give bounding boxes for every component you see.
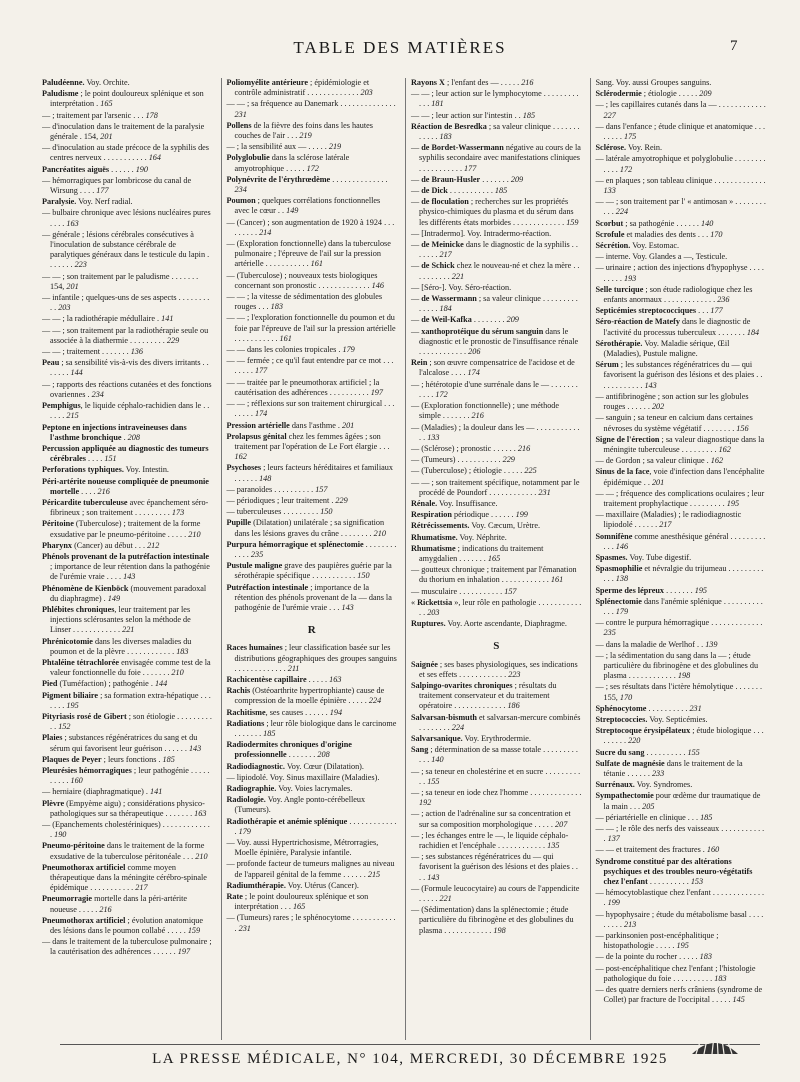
index-entry: — hémocytoblastique chez l'enfant . . . . . . . . . . . . . . 199 (595, 888, 765, 908)
index-entry: — en plaques ; son tableau clinique . . . . . . . . . . . . . 133 (595, 175, 766, 196)
index-entry: Poliomyélite antérieure ; épidémiologie et contrôle administratif . . . . . . . . . . . . . 203 (226, 78, 373, 98)
index-entry: Pollens de la fièvre des foins dans les hautes couches de l'air . . . 219 (226, 120, 373, 141)
index-entry: Sulfate de magnésie dans le traitement de la tétanie . . . . . . 233 (595, 758, 743, 778)
index-entry: « Rickettsia », leur rôle en pathologie . . . . . . . . . . . . . 203 (411, 597, 582, 617)
index-entry: — ; sa teneur en iode chez l'homme . . . . . . . . . . . . . 192 (411, 788, 582, 808)
index-entry: Percussion appliquée au diagnostic des tumeurs cérébrales . . . . 151 (42, 443, 209, 464)
index-entry: Signe de l'érection ; sa valeur diagnostique dans la méningite tuberculeuse . . . . . . . . . 162 (595, 434, 765, 454)
index-entry: — — ; son traitement spécifique, notamment par le procédé de Poundorf . . . . . . . . . . . . 231 (411, 477, 580, 497)
index-entry: — de Wassermann ; sa valeur clinique . . . . . . . . . . . . . . 184 (411, 294, 578, 314)
index-entry: — — ; fréquence des complications oculaires ; leur traitement prophylactique . . . . . . . . . 195 (595, 488, 765, 508)
index-entry: Purpura hémorragique et splénectomie . . . . . . . . . . . . 235 (226, 539, 397, 559)
index-entry: — ; traitement par l'arsenic . . . 178 (42, 110, 158, 120)
index-entry: Peau ; sa sensibilité vis-à-vis des divers irritants . . . . . . . 144 (42, 358, 209, 378)
index-entry: Péricardite tuberculeuse avec épanchement séro-fibrineux ; son traitement . . . . . . . . . 173 (42, 497, 209, 518)
index-entry: — — fermée ; ce qu'il faut entendre par ce mot . . . . . . . . 177 (226, 356, 394, 376)
index-entry: — de floculation ; recherches sur les propriétés physico-chimiques du plasma et du sérum dans les différents états morbides . . . . . . . . . . . . . 159 (411, 197, 579, 227)
index-entry: — (Epanchements cholestériniques) . . . . . . . . . . . . . 190 (42, 820, 210, 840)
index-columns (42, 78, 766, 1040)
index-entry: Salvarsan-bismuth et salvarsan-mercure combinés . . . . . . . . 224 (411, 712, 581, 732)
index-entry: — (Formule leucocytaire) au cours de l'appendicite . . . . . 221 (411, 883, 580, 904)
index-entry: Sperme des lépreux . . . . . . . 195 (595, 585, 708, 595)
publisher-logo-icon (690, 1032, 740, 1056)
index-entry: Putréfaction intestinale ; importance de la rétention des phénols provenant de la — dans la pathogénie de l'urémie vraie . . . 143 (226, 582, 392, 612)
index-entry: — (Tuberculose) ; étiologie . . . . . 225 (411, 466, 537, 476)
index-entry: Polyglobulie dans la sclérose latérale amyotrophique . . . . . 172 (226, 153, 350, 173)
index-entry: Perforations typhiques. Voy. Intestin. (42, 465, 169, 475)
index-entry: — de Weil-Kafka . . . . . . . . 209 (411, 315, 519, 325)
index-column-3 (405, 78, 582, 1040)
index-entry: Septicémies streptococciques . . . 177 (595, 306, 723, 316)
index-entry: Paralysie. Voy. Nerf radial. (42, 197, 133, 207)
index-entry: Psychoses ; leurs facteurs héréditaires et familiaux . . . . . . 148 (226, 463, 393, 483)
index-entry: — ; les capillaires cutanés dans la — . . . . . . . . . . . . 227 (595, 100, 766, 120)
index-entry: — lipiodolé. Voy. Sinus maxillaire (Maladies). (226, 772, 380, 782)
index-entry: Radiumthérapie. Voy. Utérus (Cancer). (226, 880, 359, 890)
index-entry: — hypophysaire ; étude du métabolisme basal . . . . . . . . . 213 (595, 909, 764, 929)
index-entry: Phrénicotomie dans les diverses maladies du poumon et de la plèvre . . . . . . . . . . . . 183 (42, 636, 192, 656)
index-entry: — — ; son traitement par la radiothérapie seule ou associée à la diathermie . . . . . . . . . 229 (42, 325, 209, 345)
index-entry: — des quatre derniers nerfs crâniens (syndrome de Collet) par fracture de l'occipital . . . . . 145 (595, 985, 763, 1005)
index-entry: Paludéenne. Voy. Orchite. (42, 78, 130, 87)
index-entry: — antifibrinogène ; son action sur les globules rouges . . . . . . 202 (595, 391, 749, 412)
index-entry: Salpingo-ovarites chroniques ; résultats du traitement conservateur et du traitement opératoire . . . . . . . . . . . . . 186 (411, 680, 557, 711)
index-entry: Phénols provenant de la putréfaction intestinale ; importance de leur rétention dans la pathogénie de l'urémie vraie . . . . 143 (42, 551, 210, 582)
index-entry: — d'inoculation dans le traitement de la paralysie générale . 154, 201 (42, 121, 205, 142)
index-entry: — profonde facteur de tumeurs malignes au niveau de l'appareil génital de la femme . . . . . . 215 (226, 859, 395, 879)
index-entry: Rachis (Ostéoarthrite hypertrophiante) cause de compression de la moelle épinière . . . . . 224 (226, 686, 385, 706)
index-entry: Pneumothorax artificiel ; évolution anatomique des lésions dans le poumon collabé . . . . . 159 (42, 915, 203, 936)
index-entry: — ; sa teneur en cholestérine et en sucre . . . . . . . . . . . 155 (411, 766, 581, 786)
index-entry: — de Gordon ; sa valeur clinique . 162 (595, 456, 724, 466)
index-entry: Radiothérapie et anémie splénique . . . . . . . . . . . . . 179 (226, 816, 397, 836)
index-column-2 (221, 78, 398, 1040)
index-entry: — interne. Voy. Glandes a —, Testicule. (595, 252, 728, 262)
index-entry: Phlébites chroniques, leur traitement par les injections sclérosantes selon la méthode de Linser . . . . . . . . . . . . 221 (42, 604, 191, 635)
index-entry: Radiologie. Voy. Angle ponto-cérébelleux (Tumeurs). (226, 795, 366, 815)
index-column-1 (42, 78, 213, 1040)
index-entry: Pharynx (Cancer) au début . . . 212 (42, 540, 160, 550)
index-entry: — maxillaire (Maladies) ; le radiodiagnostic lipiodolé . . . . . . 217 (595, 510, 742, 530)
index-entry: — dans le traitement de la tuberculose pulmonaire ; la cautérisation des adhérences . . . . . . 197 (42, 937, 212, 957)
index-entry: Phénomène de Kienböck (mouvement paradoxal du diaphragme) . 149 (42, 583, 207, 603)
index-entry: — hémorragiques par lombricose du canal de Wirsung . . . . 177 (42, 175, 192, 196)
index-entry: — (Cancer) ; son augmentation de 1920 à 1924 . . . . . . . . . 214 (226, 217, 395, 237)
index-entry: — ; rapports des réactions cutanées et des fonctions ovariennes . 234 (42, 379, 212, 399)
index-entry: Pleurésies hémorragiques ; leur pathogénie . . . . . . . . . . 160 (42, 766, 210, 786)
index-entry: Sérothérapie. Voy. Maladie sérique, Œil (Maladies), Pustule maligne. (595, 338, 730, 359)
index-entry: — — ; leur action sur le lymphocytome . . . . . . . . . . . . 181 (411, 89, 579, 109)
index-entry: — — ; sa fréquence au Danemark . . . . . . . . . . . . . . 231 (226, 99, 396, 119)
index-entry: — urinaire ; action des injections d'hypophyse . . . . . . . . . 193 (595, 263, 764, 283)
index-entry: Pneumorragie mortelle dans la péri-artérite noueuse . . . . . 216 (42, 894, 188, 914)
index-entry: — — ; l'exploration fonctionnelle du poumon et du foie par l'épreuve de l'ail sur la pression artérielle . . . . . . . . . . . 161 (226, 313, 396, 343)
index-entry: Pemphigus, le liquide céphalo-rachidien dans le . . . . . . 215 (42, 401, 210, 421)
index-entry: Sécrétion. Voy. Estomac. (595, 241, 680, 251)
index-entry: Pneumothorax artificiel comme moyen thérapeutique dans la méningite cérébro-spinale épidémique . . . . . . . . . . . 217 (42, 862, 207, 893)
index-entry: — — ; le rôle des nerfs des vaisseaux . . . . . . . . . . . . 137 (595, 824, 765, 844)
index-entry: Spasmes. Voy. Tube digestif. (595, 552, 692, 562)
section-letter: S (493, 640, 500, 653)
index-entry: Races humaines ; leur classification basée sur les distributions géographiques des groupes sanguins . . . . . . . . . . . . . 211 (226, 643, 397, 673)
index-entry: — ; hétérotopie d'une surrénale dans le — . . . . . . . . . . . 172 (411, 379, 578, 399)
index-entry: — de Dick . . . . . . . . . . . 185 (411, 186, 508, 196)
index-entry: — ; les échanges entre le —, le liquide céphalo-rachidien et l'encéphale . . . . . . . . . . . . 135 (411, 830, 569, 851)
index-entry: — sanguin ; sa teneur en calcium dans certaines névroses du système végétatif . . . . . . . . 156 (595, 413, 753, 433)
index-entry: — (Maladies) ; la douleur dans les — . . . . . . . . . . . . . 133 (411, 422, 580, 442)
index-entry: — xanthoprotéique du sérum sanguin dans le diagnostic et le pronostic de l'insuffisance rénale . . . . . . . . . . . . 206 (411, 326, 579, 357)
index-entry: — — ; réflexions sur son traitement chirurgical . . . . . . . . 174 (226, 399, 395, 419)
index-entry: — périodiques ; leur traitement . 229 (226, 495, 348, 505)
index-entry: — tuberculeuses . . . . . . . . . 150 (226, 507, 333, 517)
index-entry: Péri-artérite noueuse compliquée de pneumonie mortelle . . . . 216 (42, 476, 209, 496)
section-letter: R (307, 624, 316, 637)
index-entry: Rate ; le point douloureux splénique et son interprétation . . . 165 (226, 892, 369, 912)
index-entry: Rachicentèse capillaire . . . . . 163 (226, 674, 342, 684)
index-entry: Rachitisme, ses causes . . . . . . 194 (226, 707, 343, 717)
index-entry: Sang ; détermination de sa masse totale . . . . . . . . . . . . 140 (411, 745, 578, 765)
index-entry: Paludisme ; le point douloureux splénique et son interprétation . 165 (42, 89, 204, 109)
index-entry: Rayons X ; l'enfant des — . . . . . 216 (411, 78, 534, 87)
index-entry: — (Exploration fonctionnelle) ; une méthode simple . . . . . . . 216 (411, 401, 560, 421)
index-entry: — — ; la vitesse de sédimentation des globules rouges . . . 183 (226, 292, 383, 312)
index-entry: Sinus de la face, voie d'infection dans l'encéphalite épidémique . . 201 (595, 467, 765, 487)
index-entry: Plaies ; substances régénératrices du sang et du sérum qui favorisent leur guérison . . . . . . 143 (42, 733, 202, 753)
index-entry: Sérum ; les substances régénératrices du — qui favorisent la guérison des lésions et des plaies . . . . . . . . . . . . 143 (595, 360, 763, 390)
index-entry: Scrofule et maladies des dents . . . 170 (595, 229, 723, 239)
index-entry: — (Tumeurs) . . . . . . . . . . . 229 (411, 455, 515, 465)
index-entry: Rein ; son œuvre compensatrice de l'acidose et de l'alcalose . . . . 174 (411, 358, 575, 378)
index-entry: — — dans les colonies tropicales . 179 (226, 345, 355, 355)
index-entry: — ; la sédimentation du sang dans la — ; étude particulière du fibrinogène et des globulines du plasma . . . . . . . . . . . . 198 (595, 650, 759, 681)
index-entry: Pancréatites aiguës . . . . . . 190 (42, 164, 148, 174)
index-entry: Radiations ; leur rôle biologique dans le carcinome . . . . . . . 185 (226, 718, 397, 738)
index-entry: Respiration périodique . . . . . . 199 (411, 510, 528, 520)
index-entry: — (Exploration fonctionnelle) dans la tuberculose pulmonaire ; l'épreuve de l'ail sur la pression artérielle . . . . . . . . . . . 161 (226, 239, 391, 269)
index-entry: — (Sédimentation) dans la splénectomie ; étude particulière du fibrinogène et des globulines du plasma . . . . . . . . . . . . 198 (411, 905, 574, 935)
index-entry: — périartérielle en clinique . . . 185 (595, 812, 713, 822)
index-entry: — infantile ; quelques-uns de ses aspects . . . . . . . . . . 203 (42, 293, 210, 313)
index-entry: — herniaire (diaphragmatique) . 141 (42, 787, 163, 797)
index-entry: — bulbaire chronique avec lésions nucléaires pures . . . . 163 (42, 208, 211, 228)
index-entry: Syndrome constitué par des altérations psychiques et des troubles neuro-végétatifs chez l'enfant . . . . . . . . . . 153 (595, 856, 753, 887)
index-entry: Sclérose. Voy. Rein. (595, 143, 663, 153)
index-entry: Scorbut ; sa pathogénie . . . . . . 140 (595, 218, 714, 228)
index-entry: — (Tuberculose) ; nouveaux tests biologiques concernant son pronostic . . . . . . . . . . . . . 146 (226, 270, 384, 290)
index-entry: — générale ; lésions cérébrales consécutives à l'inoculation de substance cérébrale de paralytiques généraux dans le testicule du lapin . . . . . . . 223 (42, 229, 210, 270)
index-entry: Pustule maligne grave des paupières guérie par la sérothérapie spécifique . . . . . . . . . . . 150 (226, 561, 392, 581)
index-entry: Poumon ; quelques corrélations fonctionnelles avec le cœur . . 149 (226, 196, 381, 216)
index-entry: Séro-réaction de Matefy dans le diagnostic de l'activité du processus tuberculeux . . . . . . . 184 (595, 317, 760, 337)
index-entry: — ; action de l'adrénaline sur sa concentration et sur sa composition morphologique . . . . . 207 (411, 809, 571, 829)
index-entry: Streptococcies. Voy. Septicémies. (595, 714, 708, 724)
index-entry: Pneumo-péritoine dans le traitement de la forme exsudative de la tuberculose péritonéale . . . 210 (42, 841, 208, 861)
index-entry: — de Braun-Husler . . . . . . . 209 (411, 174, 524, 184)
index-entry: — — traitée par le pneumothorax artificiel ; la cautérisation des adhérences . . . . . . . . . . 197 (226, 377, 383, 397)
index-entry: Surrénaux. Voy. Syndromes. (595, 780, 693, 790)
index-entry: — paranoïdes . . . . . . . . . . 157 (226, 484, 328, 494)
index-entry: — (Tumeurs) rares ; le sphénocytome . . . . . . . . . . . . 231 (226, 913, 396, 933)
index-entry: Rhumatisme ; indications du traitement amygdalien . . . . . . . 165 (411, 543, 544, 563)
index-entry: — — ; traitement . . . . . . . 136 (42, 347, 143, 357)
index-entry: — — ; leur action sur l'intestin . . 185 (411, 110, 536, 120)
index-entry: Radiographie. Voy. Voies lacrymales. (226, 784, 353, 793)
index-entry: — ; ses résultats dans l'ictère hémolytique . . . . . . . 155, 170 (595, 682, 763, 702)
index-entry: — post-encéphalitique chez l'enfant ; l'histologie pathologique du foie . . . . . . . . . . 183 (595, 963, 756, 983)
index-entry: Sympathectomie pour œdème dur traumatique de la main . . . 205 (595, 791, 761, 811)
index-entry: Pression artérielle dans l'asthme . 201 (226, 420, 355, 430)
index-entry: — — ; son traitement par l' « antimosan » . . . . . . . . . . . 224 (595, 197, 766, 217)
index-entry: Saignée ; ses bases physiologiques, ses indications et ses effets . . . . . . . . . . . . 223 (411, 659, 578, 679)
index-entry: — de Bordet-Wassermann négative au cours de la syphilis secondaire avec manifestations cliniques . . . . . . . . . . . 177 (411, 143, 581, 173)
index-entry: — — et traitement des fractures . 160 (595, 845, 720, 855)
index-entry: — parkinsonien post-encéphalitique ; histopathologie . . . . . 195 (595, 931, 719, 951)
index-entry: Plaques de Peyer ; leurs fonctions . 185 (42, 754, 175, 764)
index-entry: Salvarsanique. Voy. Erythrodermie. (411, 733, 531, 743)
index-entry: Pityriasis rosé de Gibert ; son étiologie . . . . . . . . . . . 152 (42, 711, 212, 732)
index-entry: Sucre du sang . . . . . . . . . . 155 (595, 747, 700, 757)
index-entry: Péritoine (Tuberculose) ; traitement de la forme exsudative par le pneumo-péritoine . . . . . 210 (42, 519, 201, 539)
index-entry: Pigment biliaire ; sa formation extra-hépatique . . . . . . . 195 (42, 690, 211, 710)
page-title: TABLE DES MATIÈRES (293, 38, 507, 57)
index-entry: Streptocoque érysipélateux ; étude biologique . . . . . . . . . 220 (595, 726, 764, 746)
index-entry: — contre le purpura hémorragique . . . . . . . . . . . . . 235 (595, 618, 763, 638)
index-entry: Radiodiagnostic. Voy. Cœur (Dilatation). (226, 761, 364, 771)
index-entry: Selle turcique ; son étude radiologique chez les enfants anormaux . . . . . . . . . . . . . 236 (595, 284, 753, 305)
index-entry: — ; la sensibilité aux — . . . . . 219 (226, 142, 342, 152)
index-entry: — de Meinicke dans le diagnostic de la syphilis . . . . . . . 217 (411, 240, 578, 260)
index-entry: — — ; la radiothérapie médullaire . 141 (42, 314, 174, 324)
index-entry: — dans la maladie de Werlhof . . 139 (595, 639, 718, 649)
index-entry: Rétrécissements. Voy. Cæcum, Urètre. (411, 521, 541, 531)
index-entry: Rhumatisme. Voy. Néphrite. (411, 532, 507, 542)
index-entry: Plèvre (Empyème aigu) ; considérations physico-pathologiques sur sa thérapeutique . . . . . . . 163 (42, 798, 207, 818)
index-entry: Peptone en injections intraveineuses dans l'asthme bronchique . 208 (42, 422, 187, 442)
page-footer: LA PRESSE MÉDICALE, N° 104, MERCREDI, 30 DÉCEMBRE 1925 (60, 1044, 760, 1068)
index-entry: Sphénocytome . . . . . . . . . . 231 (595, 703, 702, 713)
index-entry: — [Intradermo]. Voy. Intradermo-réaction. (411, 228, 552, 238)
index-entry: Sang. Voy. aussi Groupes sanguins. (595, 78, 712, 87)
index-entry: Phtaléine tétrachlorée envisagée comme test de la valeur fonctionnelle du foie . . . . . . . 210 (42, 657, 211, 678)
index-entry: — dans l'enfance ; étude clinique et anatomique . . . . . . . . 175 (595, 121, 765, 142)
index-entry: — goutteux chronique ; traitement par l'émanation du thorium en inhalation . . . . . . . . . . . . 161 (411, 565, 577, 585)
index-entry: Polynévrite de l'érythrœdème . . . . . . . . . . . . . . 234 (226, 174, 388, 195)
index-entry: Splénectomie dans l'anémie splénique . . . . . . . . . . . . . 179 (595, 596, 763, 616)
index-entry: Rénale. Voy. Insuffisance. (411, 498, 498, 508)
index-entry: — de Schick chez le nouveau-né et chez la mère . . . . . . . . . . 221 (411, 261, 580, 281)
page-number: 7 (730, 38, 738, 54)
index-entry: Ruptures. Voy. Aorte ascendante, Diaphragme. (411, 619, 567, 629)
index-entry: — latérale amyotrophique et polyglobulie . . . . . . . . . . . . 172 (595, 154, 766, 174)
index-entry: — musculaire . . . . . . . . . . . 157 (411, 586, 517, 596)
index-entry: — ; ses substances régénératrices du — qui favorisent la guérison des lésions et des plaies . . . . 143 (411, 852, 578, 882)
index-entry: Spasmophilie et névralgie du trijumeau . . . . . . . . . . . . 138 (595, 564, 764, 584)
index-entry: — d'inoculation au stade précoce de la syphilis des centres nerveux . . . . . . . . . . . 164 (42, 143, 209, 163)
index-entry: — — ; son traitement par le paludisme . . . . . . . 154, 201 (42, 271, 199, 291)
index-entry: Réaction de Besredka ; sa valeur clinique . . . . . . . . . . . . 183 (411, 121, 580, 142)
index-entry: Sclérodermie ; étiologie . . . . . 209 (595, 89, 712, 99)
index-entry: Radiodermites chroniques d'origine professionnelle . . . . . . . 208 (226, 740, 352, 760)
index-entry: — de la pointe du rocher . . . . . 183 (595, 952, 712, 962)
index-entry: Pupille (Dilatation) unilatérale ; sa signification dans les lésions graves du crâne . . . . . . . . 210 (226, 518, 386, 538)
index-entry: — Voy. aussi Hypertrichosisme, Métrorragies, Moelle épinière, Paralysie infantile. (226, 838, 379, 858)
index-entry: Pied (Tuméfaction) ; pathogénie . 144 (42, 679, 168, 689)
index-entry: — (Sclérose) ; pronostic . . . . . . 216 (411, 443, 531, 453)
index-column-4 (590, 78, 767, 1040)
index-entry: Prolapsus génital chez les femmes âgées ; son traitement par l'opération de Le Fort élargie . . . 162 (226, 431, 390, 462)
index-entry: Somnifène comme anesthésique général . . . . . . . . . . . . 146 (595, 531, 766, 551)
index-entry: — [Séro-]. Voy. Séro-réaction. (411, 282, 512, 292)
